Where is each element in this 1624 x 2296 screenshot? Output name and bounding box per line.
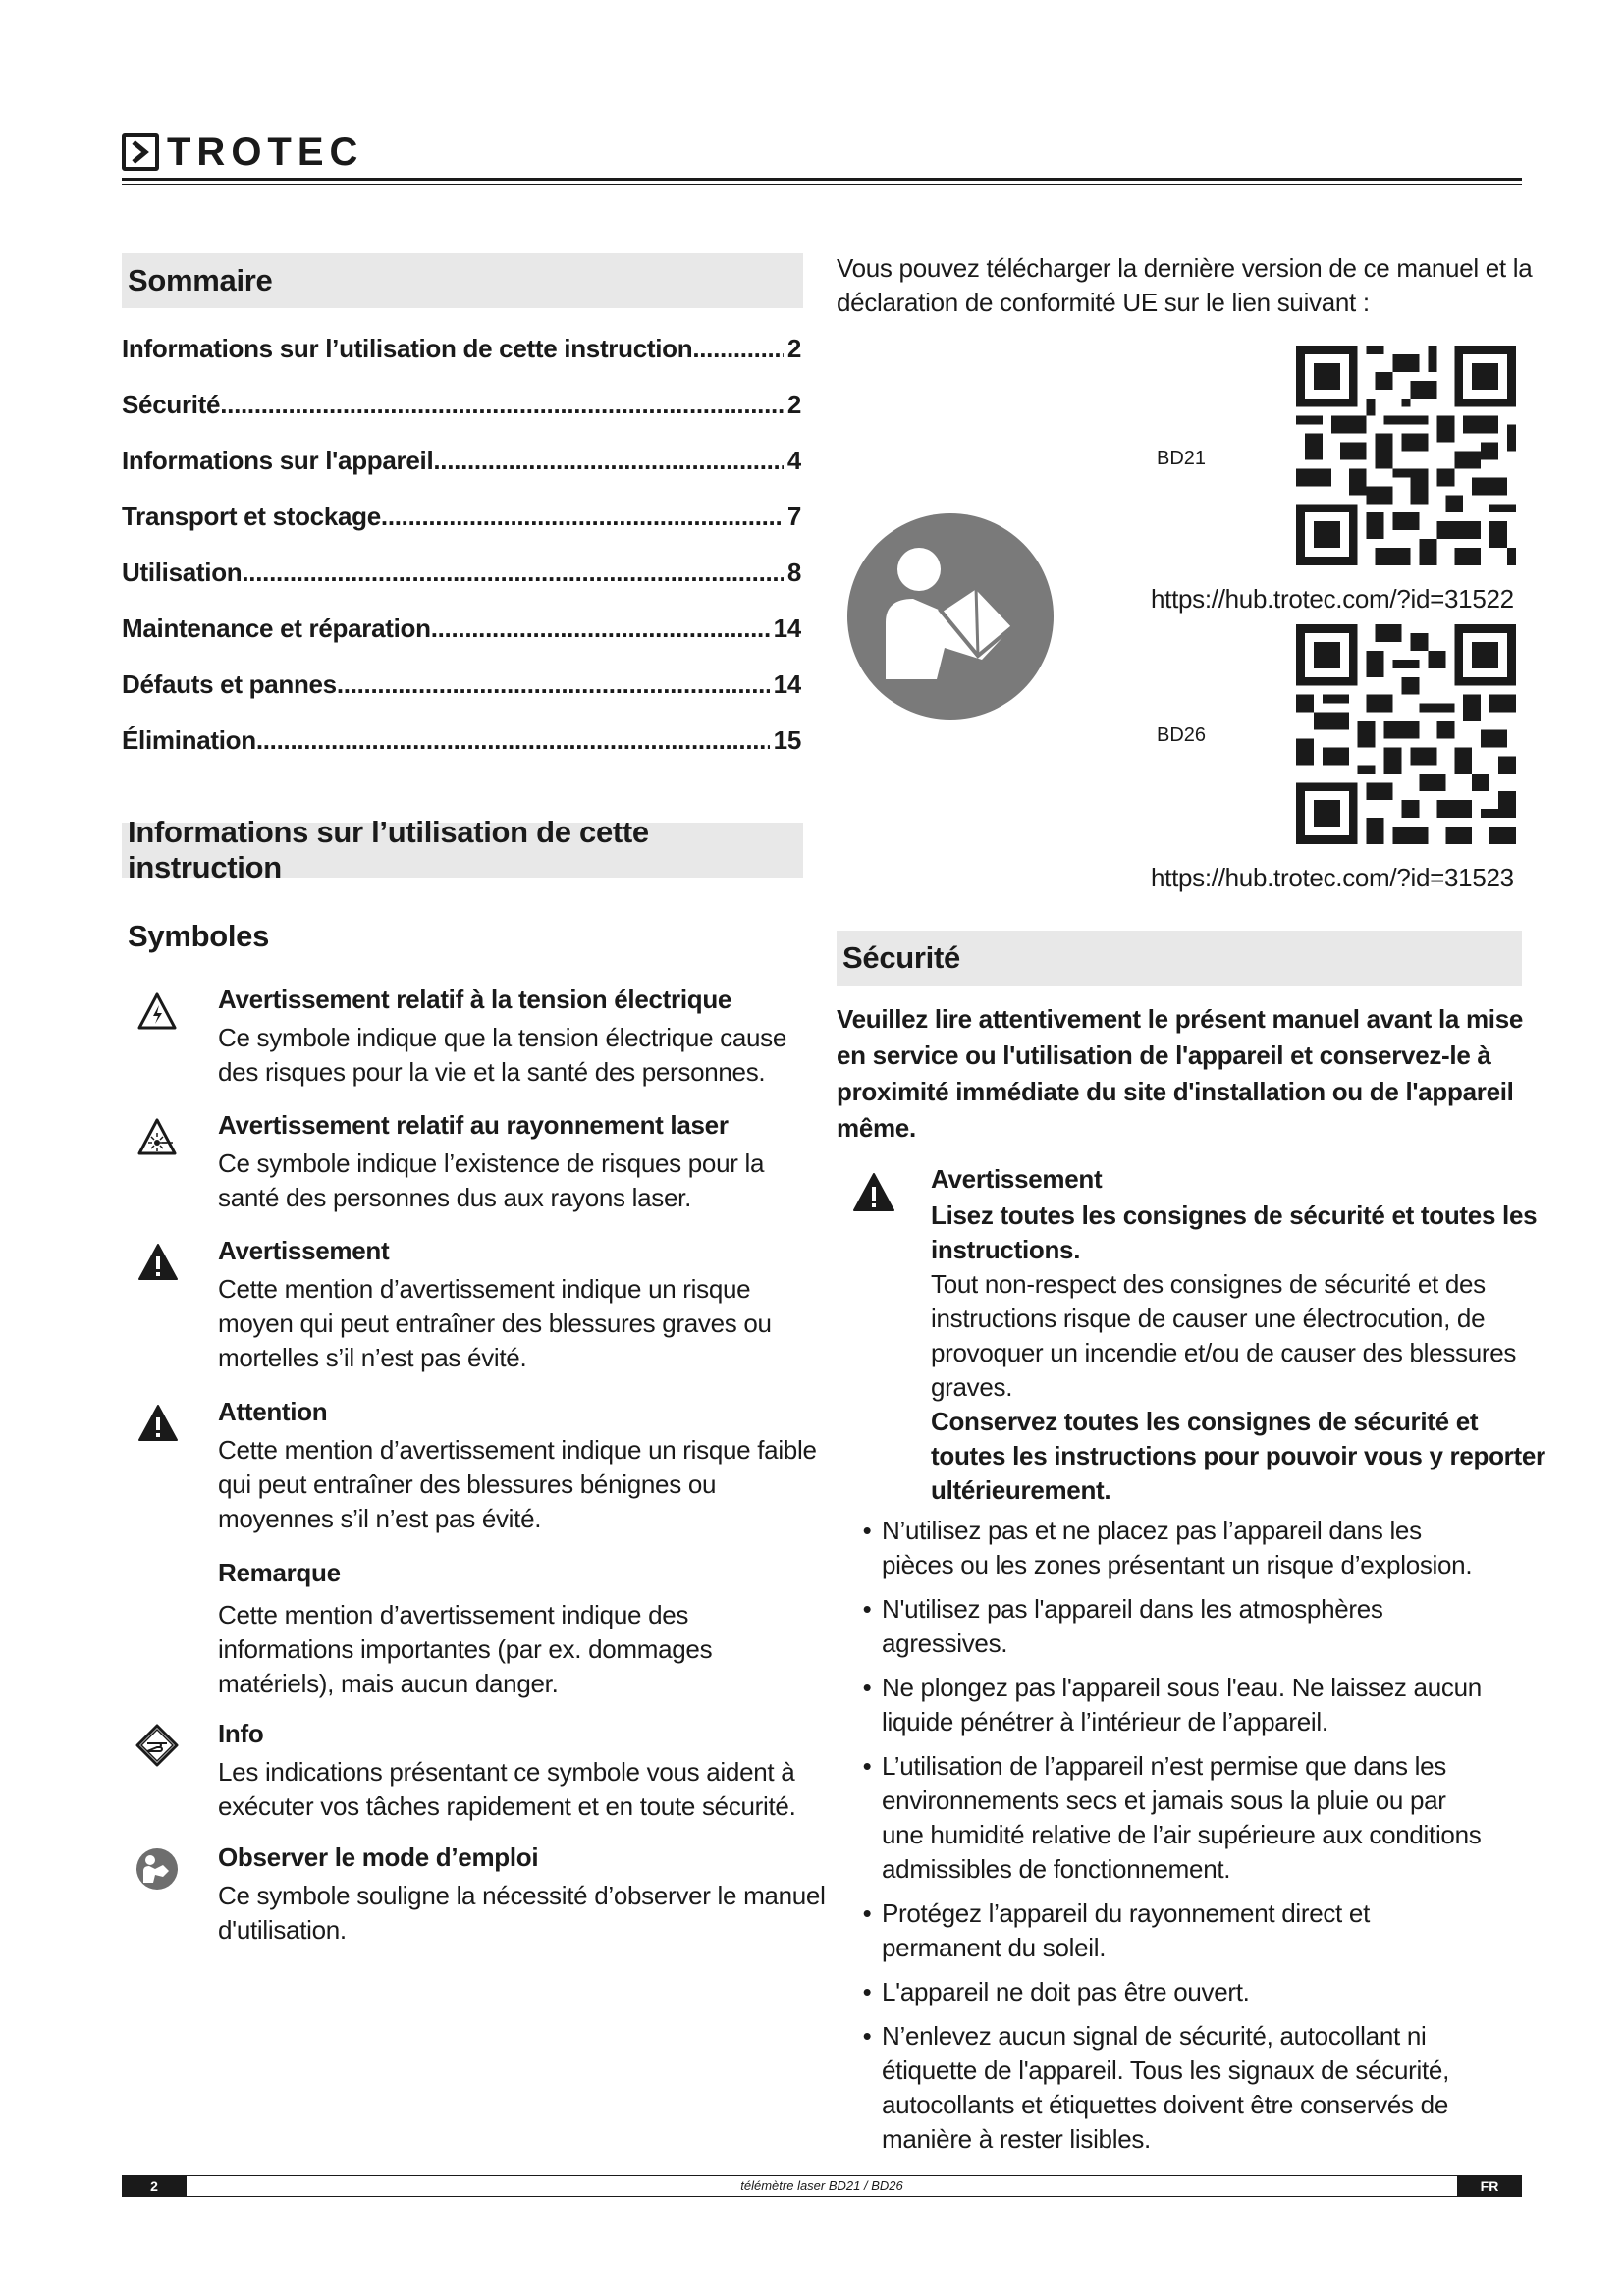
toc-item-label: Défauts et pannes xyxy=(122,669,337,699)
list-item: • L’utilisation de l’appareil n’est permise que dans les environnements secs et jamais sous la pluie ou par une humidité relative de l’air supérieure aux conditions admissibles de fonctionnement. xyxy=(840,1749,1489,1887)
warning-icon xyxy=(852,1172,895,1213)
symbol-title: Avertissement relatif au rayonnement laser xyxy=(218,1110,729,1140)
toc-item-label: Transport et stockage xyxy=(122,502,381,531)
toc-item-page: 14 xyxy=(773,614,801,643)
list-item: • Ne plongez pas l'appareil sous l'eau. Ne laissez aucun liquide pénétrer à l’intérieur de l’appareil. xyxy=(840,1671,1489,1739)
qr-url[interactable]: https://hub.trotec.com/?id=31522 xyxy=(1151,584,1514,614)
warning-bold-text: Lisez toutes les consignes de sécurité et toutes les instructions. xyxy=(931,1201,1538,1264)
chevron-right-icon xyxy=(122,133,159,171)
toc-item[interactable] xyxy=(122,334,801,364)
symbol-description: Les indications présentant ce symbole vous aident à exécuter vos tâches rapidement et en toute sécurité. xyxy=(218,1757,796,1821)
footer-language: FR xyxy=(1457,2175,1522,2197)
symbol-description: Ce symbole indique l’existence de risques pour la santé des personnes dus aux rayons laser. xyxy=(218,1148,765,1212)
toc-item-label: Élimination xyxy=(122,725,256,755)
qr-code-icon[interactable] xyxy=(1296,624,1516,844)
toc-item-label: Informations sur l’utilisation de cette instruction xyxy=(122,334,693,363)
qr-model-label: BD26 xyxy=(1157,724,1207,746)
footer-product: télémètre laser BD21 / BD26 xyxy=(187,2175,1457,2197)
brand-logo xyxy=(122,132,363,173)
toc-item-page: 14 xyxy=(773,669,801,699)
symbol-title: Remarque xyxy=(218,1558,341,1587)
toc-item-page: 8 xyxy=(786,558,801,587)
toc-item-page: 15 xyxy=(773,725,801,755)
warning-icon xyxy=(137,1243,179,1282)
list-item: • N'utilisez pas l'appareil dans les atmosphères agressives. xyxy=(840,1592,1489,1661)
warning-bold-text: Conservez toutes les consignes de sécurité et toutes les instructions pour pouvoir vous y reporter ultérieurement. xyxy=(931,1407,1545,1505)
toc-item[interactable] xyxy=(122,446,801,476)
header-rule-thin xyxy=(122,184,1522,185)
securite-bullet-list xyxy=(840,1514,1489,2166)
list-item: • L'appareil ne doit pas être ouvert. xyxy=(840,1975,1489,2009)
toc-item-label: Utilisation xyxy=(122,558,243,587)
toc-item-label: Informations sur l'appareil xyxy=(122,446,434,475)
securite-warning-block xyxy=(931,1164,1545,1508)
page-number: 2 xyxy=(122,2175,187,2197)
toc-item-page: 2 xyxy=(786,334,801,363)
symbol-title: Info xyxy=(218,1719,264,1748)
qr-model-label: BD21 xyxy=(1157,448,1207,469)
symbol-title: Attention xyxy=(218,1397,328,1426)
toc-item-label: Maintenance et réparation xyxy=(122,614,431,643)
qr-code-icon[interactable] xyxy=(1296,346,1516,565)
warning-title: Avertissement xyxy=(931,1164,1103,1194)
section-heading-securite: Sécurité xyxy=(837,931,1522,986)
read-manual-icon xyxy=(135,1847,179,1891)
symbols-heading: Symboles xyxy=(128,919,270,953)
brand-name: TROTEC xyxy=(167,131,364,174)
toc-item[interactable] xyxy=(122,390,801,420)
caution-icon xyxy=(137,1404,179,1443)
securite-intro: Veuillez lire attentivement le présent manuel avant la mise en service ou l'utilisation de l'appareil et conservez-le à proximité immédiate du site d'installation ou de l'appareil même. xyxy=(837,1004,1524,1143)
toc-item-page: 4 xyxy=(786,446,801,475)
info-hand-icon xyxy=(135,1724,179,1767)
symbol-description: Cette mention d’avertissement indique un risque faible qui peut entraîner des blessures bénignes ou moyennes s’il n’est pas évité. xyxy=(218,1435,817,1533)
page-footer xyxy=(122,2175,1522,2197)
symbol-title: Observer le mode d’emploi xyxy=(218,1842,539,1872)
symbol-description: Ce symbole indique que la tension électrique cause des risques pour la vie et la santé des personnes. xyxy=(218,1023,787,1087)
toc-item-page: 2 xyxy=(786,390,801,419)
header-rule xyxy=(122,178,1522,181)
symbol-title: Avertissement xyxy=(218,1236,390,1265)
list-item: • Protégez l’appareil du rayonnement direct et permanent du soleil. xyxy=(840,1896,1489,1965)
toc-heading: Sommaire xyxy=(122,253,803,308)
download-intro: Vous pouvez télécharger la dernière version de ce manuel et la déclaration de conformité UE sur le lien suivant : xyxy=(837,253,1533,317)
section-heading-info: Informations sur l’utilisation de cette instruction xyxy=(122,823,803,878)
read-manual-icon xyxy=(846,512,1055,721)
toc-item[interactable] xyxy=(122,614,801,644)
toc-item-label: Sécurité xyxy=(122,390,221,419)
warning-text: Tout non-respect des consignes de sécurité et des instructions risque de causer une électrocution, de provoquer un incendie et/ou de causer des blessures graves. xyxy=(931,1269,1517,1402)
list-item: • N’enlevez aucun signal de sécurité, autocollant ni étiquette de l'appareil. Tous les signaux de sécurité, autocollants et étiquettes doivent être conservés de manière à rester lisibles. xyxy=(840,2019,1489,2157)
electric-warning-icon xyxy=(137,991,177,1031)
list-item: • N’utilisez pas et ne placez pas l’appareil dans les pièces ou les zones présentant un risque d’explosion. xyxy=(840,1514,1489,1582)
toc-item[interactable] xyxy=(122,502,801,532)
toc-item-page: 7 xyxy=(786,502,801,531)
toc-item[interactable] xyxy=(122,669,801,700)
qr-url[interactable]: https://hub.trotec.com/?id=31523 xyxy=(1151,863,1514,892)
symbol-description: Ce symbole souligne la nécessité d’observer le manuel d'utilisation. xyxy=(218,1881,826,1945)
symbol-title: Avertissement relatif à la tension électrique xyxy=(218,985,732,1014)
laser-warning-icon xyxy=(137,1117,177,1156)
toc-item[interactable] xyxy=(122,725,801,756)
toc-item[interactable] xyxy=(122,558,801,588)
symbol-description: Cette mention d’avertissement indique des informations importantes (par ex. dommages matériels), mais aucun danger. xyxy=(218,1600,713,1698)
symbol-description: Cette mention d’avertissement indique un risque moyen qui peut entraîner des blessures graves ou mortelles s’il n’est pas évité. xyxy=(218,1274,772,1372)
